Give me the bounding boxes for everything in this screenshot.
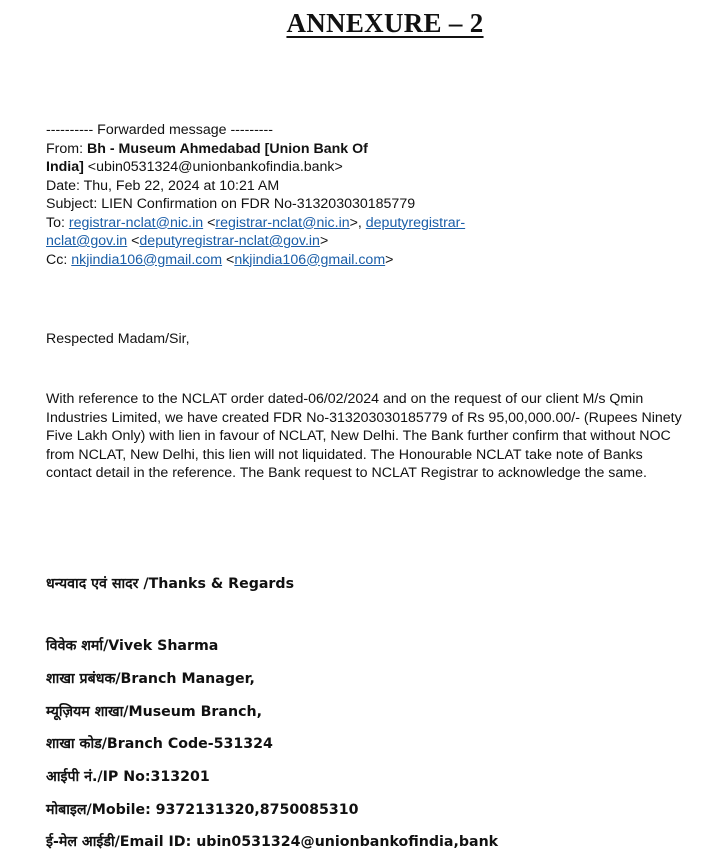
to-line-2 xyxy=(46,232,516,251)
from-line-1 xyxy=(46,140,516,159)
signature-name: विवेक शर्मा/Vivek Sharma xyxy=(46,638,219,654)
forwarded-marker: ---------- Forwarded message --------- xyxy=(46,122,273,138)
signature-ip-number: आईपी नं./IP No:313201 xyxy=(46,769,210,785)
signature-branch-code: शाखा कोड/Branch Code-531324 xyxy=(46,736,273,752)
signature-regards: धन्यवाद एवं सादर /Thanks & Regards xyxy=(46,576,295,592)
from-sender-name: Bh - Museum Ahmedabad [Union Bank Of xyxy=(86,140,368,157)
signature-email-id: ई-मेल आईडी/Email ID: ubin0531324@unionbankofindia,bank xyxy=(46,834,499,850)
cc-line xyxy=(46,251,516,270)
to-line-1 xyxy=(46,214,516,233)
cc-separator: < xyxy=(222,251,235,268)
to-link-deputy-registrar[interactable]: deputyregistrar- xyxy=(365,214,466,231)
to-label: To: xyxy=(46,214,69,231)
from-address: <ubin0531324@unionbankofindia.bank> xyxy=(83,159,343,175)
signature-mobile: मोबाइल/Mobile: 9372131320,8750085310 xyxy=(46,802,359,818)
forwarded-email-header xyxy=(46,121,516,269)
to-separator: > xyxy=(319,233,329,249)
to-link-deputy-registrar-address[interactable]: deputyregistrar-nclat@gov.in xyxy=(139,233,320,249)
from-line-2 xyxy=(46,158,516,177)
from-sender-name-cont: India] xyxy=(46,159,84,175)
signature-branch: म्यूज़ियम शाखा/Museum Branch, xyxy=(46,704,262,720)
date-line: Date: Thu, Feb 22, 2024 at 10:21 AM xyxy=(46,177,280,194)
to-separator: < xyxy=(203,214,216,231)
cc-separator: > xyxy=(385,251,394,268)
from-label: From: xyxy=(46,140,87,157)
cc-label: Cc: xyxy=(46,251,72,268)
letter-body-paragraph: With reference to the NCLAT order dated-06/02/2024 and on the request of our client M/s Qmin Industries Limited, we have created FDR No-313203030185779 of Rs 95,00,000.00/- (Rupees Ninety Five Lakh Only) with lien in favour of NCLAT, New Delhi. The Bank further confirm that without NOC from NCLAT, New Delhi, this lien will not liquidated. The Honourable NCLAT take note of Banks contact detail in the reference. The Bank request to NCLAT Registrar to acknowledge the same. xyxy=(46,391,682,481)
to-separator: < xyxy=(127,233,140,249)
annexure-heading: ANNEXURE – 2 xyxy=(286,8,484,38)
to-separator: >, xyxy=(349,214,366,231)
cc-link[interactable]: nkjindia106@gmail.com xyxy=(71,251,223,268)
to-link-registrar[interactable]: registrar-nclat@nic.in xyxy=(68,214,204,231)
to-link-registrar-address[interactable]: registrar-nclat@nic.in xyxy=(215,214,350,231)
cc-link-address[interactable]: nkjindia106@gmail.com xyxy=(234,251,386,268)
to-link-deputy-registrar-cont[interactable]: nclat@gov.in xyxy=(46,233,128,249)
subject-line: Subject: LIEN Confirmation on FDR No-313203030185779 xyxy=(46,196,416,212)
signature-designation: शाखा प्रबंधक/Branch Manager, xyxy=(46,671,255,687)
salutation: Respected Madam/Sir, xyxy=(46,331,190,347)
